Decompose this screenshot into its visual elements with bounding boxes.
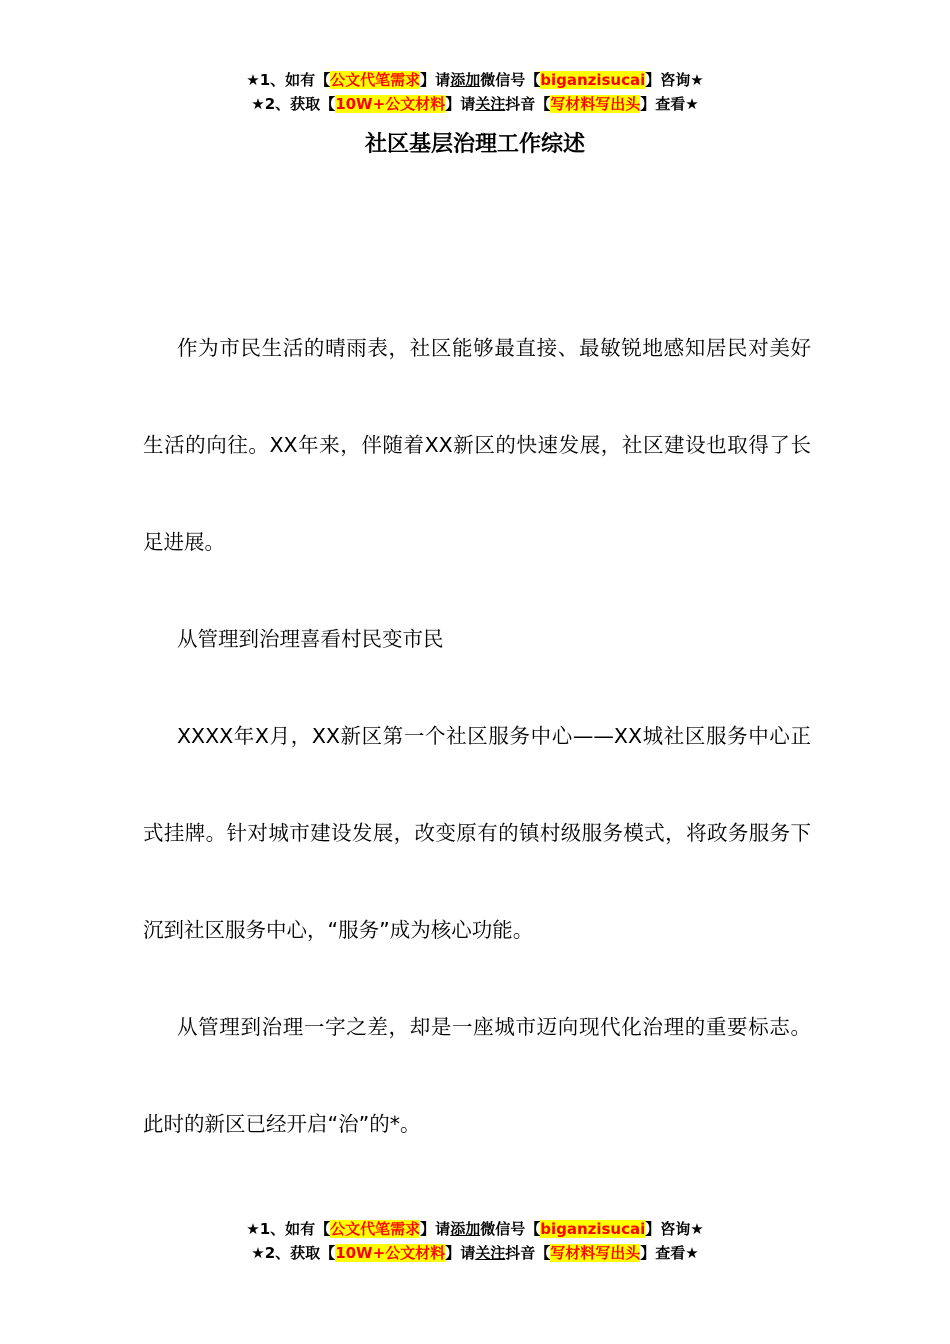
paragraph-3: XXXX年X月，XX新区第一个社区服务中心——XX城社区服务中心正式挂牌。针对城市建设发展，改变原有的镇村级服务模式，将政务服务下沉到社区服务中心，“服务”成为核心功能。 bbox=[143, 724, 811, 942]
promo-wechat-id: biganzisucai bbox=[540, 1220, 646, 1238]
promo-line-2: ★2、获取【10W+公文材料】请关注抖音【写材料写出头】查看★ bbox=[251, 1244, 699, 1262]
promo-line-1: ★1、如有【公文代笔需求】请添加微信号【biganzisucai】咨询★ bbox=[246, 1220, 704, 1238]
promo-line-1: ★1、如有【公文代笔需求】请添加微信号【biganzisucai】咨询★ bbox=[246, 71, 704, 89]
promo-highlight: 10W+公文材料 bbox=[335, 1244, 446, 1262]
document-body bbox=[143, 300, 811, 1173]
promo-douyin-id: 写材料写出头 bbox=[550, 95, 641, 113]
promo-douyin-id: 写材料写出头 bbox=[550, 1244, 641, 1262]
promo-highlight: 公文代笔需求 bbox=[330, 1220, 421, 1238]
promo-wechat-id: biganzisucai bbox=[540, 71, 646, 89]
promo-banner-top bbox=[0, 68, 950, 116]
promo-highlight: 10W+公文材料 bbox=[335, 95, 446, 113]
promo-banner-bottom bbox=[0, 1217, 950, 1265]
promo-highlight: 公文代笔需求 bbox=[330, 71, 421, 89]
document-title: 社区基层治理工作综述 bbox=[364, 132, 585, 157]
promo-line-2: ★2、获取【10W+公文材料】请关注抖音【写材料写出头】查看★ bbox=[251, 95, 699, 113]
paragraph-1: 作为市民生活的晴雨表，社区能够最直接、最敏锐地感知居民对美好生活的向往。XX年来，伴随着XX新区的快速发展，社区建设也取得了长足进展。 bbox=[143, 336, 811, 554]
paragraph-4: 从管理到治理一字之差，却是一座城市迈向现代化治理的重要标志。此时的新区已经开启“治”的*。 bbox=[143, 1015, 811, 1136]
paragraph-2-subheading: 从管理到治理喜看村民变市民 bbox=[177, 627, 444, 651]
